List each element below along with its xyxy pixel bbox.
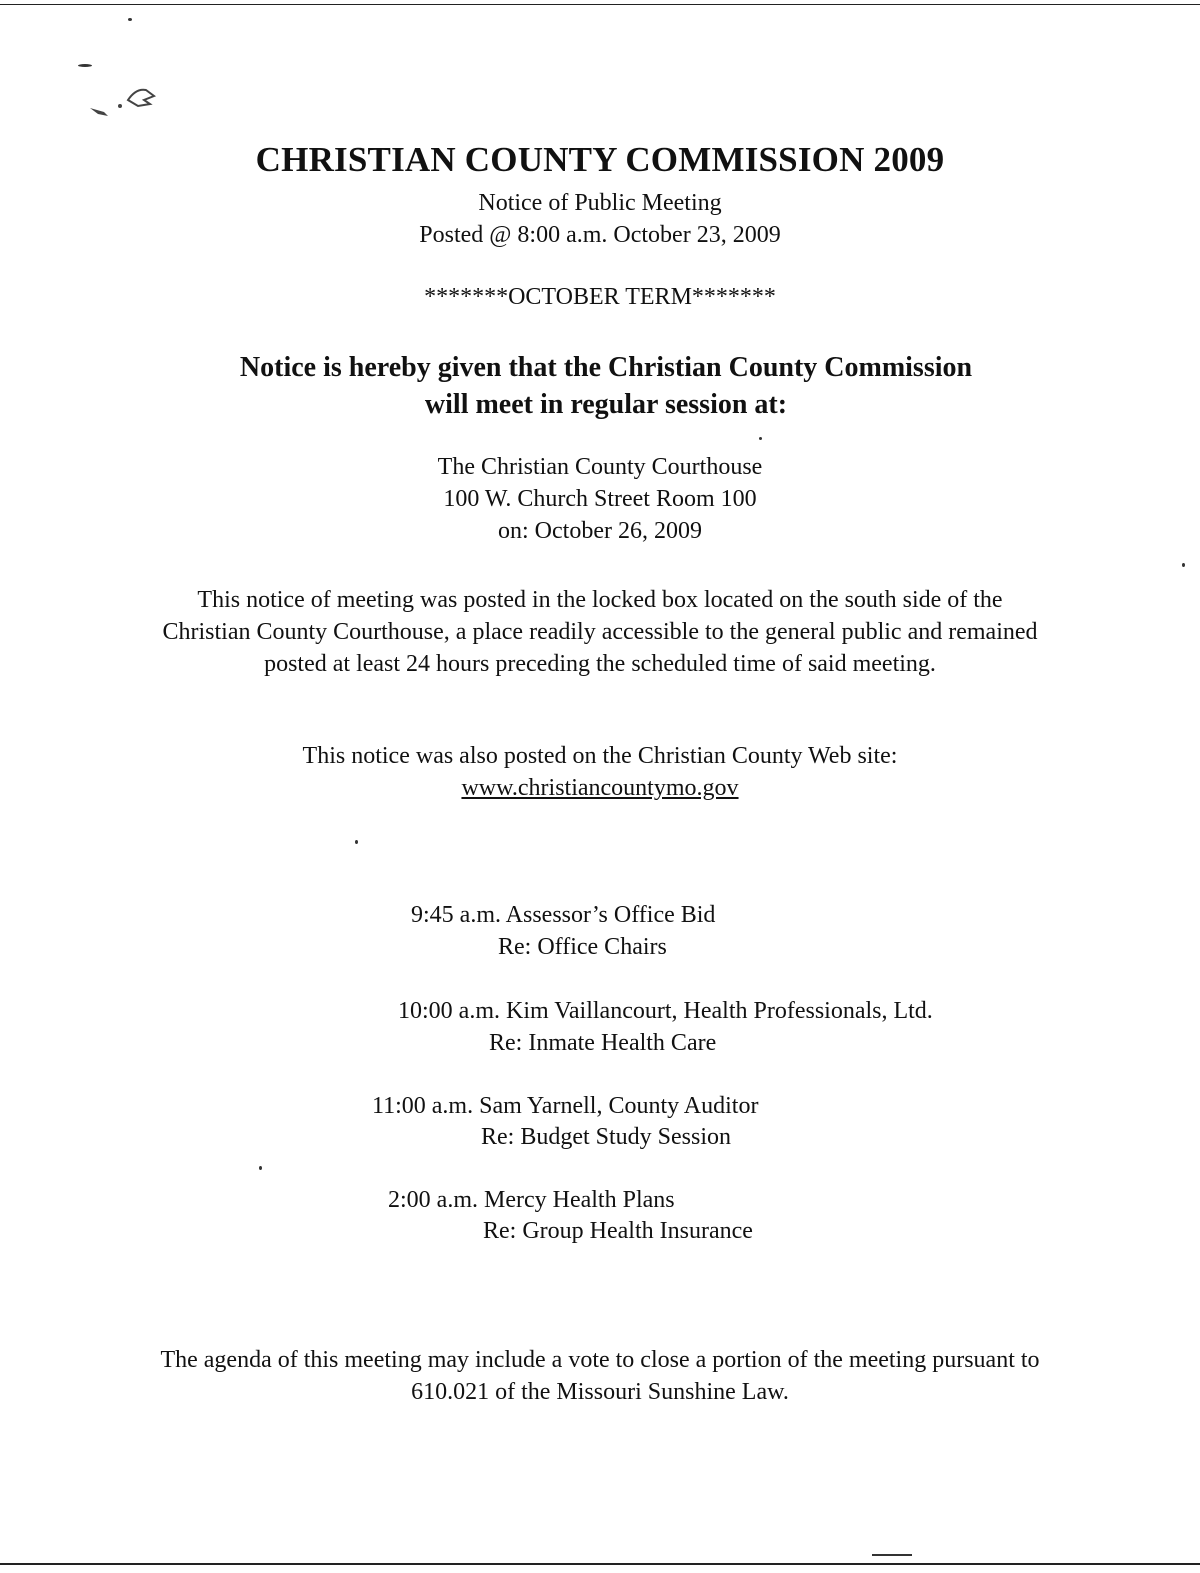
term-label: *******OCTOBER TERM*******	[424, 284, 776, 310]
agenda-item-re: Re: Inmate Health Care	[489, 1030, 717, 1056]
notice-heading-line1: Notice is hereby given that the Christian County Commission	[239, 352, 973, 383]
scan-smudge	[84, 78, 164, 120]
agenda-item-time: 11:00 a.m. Sam Yarnell, County Auditor	[372, 1093, 759, 1119]
location-place: The Christian County Courthouse	[437, 454, 763, 480]
scan-speck	[872, 1554, 912, 1556]
agenda-item-time: 10:00 a.m. Kim Vaillancourt, Health Professionals, Ltd.	[398, 998, 933, 1024]
page-subtitle: Notice of Public Meeting	[478, 190, 722, 216]
scan-speck	[759, 437, 762, 440]
meeting-date: on: October 26, 2009	[498, 518, 702, 544]
agenda-item-re: Re: Group Health Insurance	[483, 1218, 753, 1244]
page-title: CHRISTIAN COUNTY COMMISSION 2009	[255, 140, 945, 179]
scan-speck	[128, 18, 132, 21]
bottom-scan-border	[0, 1563, 1200, 1565]
agenda-item-time: 2:00 a.m. Mercy Health Plans	[388, 1187, 675, 1213]
location-address: 100 W. Church Street Room 100	[443, 486, 757, 512]
notice-heading-line2: will meet in regular session at:	[424, 389, 788, 420]
agenda-item-time: 9:45 a.m. Assessor’s Office Bid	[411, 902, 716, 928]
posting-paragraph: This notice of meeting was posted in the locked box located on the south side of the Christian County Courthouse, a place readily accessible to the general public and remained posted at least 24 hours preceding the scheduled time of said meeting.	[162, 587, 1038, 677]
posted-date: Posted @ 8:00 a.m. October 23, 2009	[419, 222, 781, 248]
scan-speck	[355, 840, 358, 844]
agenda-item-re: Re: Office Chairs	[498, 934, 667, 960]
closing-paragraph: The agenda of this meeting may include a vote to close a portion of the meeting pursuant to 610.021 of the Missouri Sunshine Law.	[160, 1347, 1040, 1405]
website-text: This notice was also posted on the Christian County Web site:	[302, 743, 898, 769]
agenda-item-re: Re: Budget Study Session	[481, 1124, 732, 1150]
scan-speck	[1182, 563, 1185, 567]
scan-speck	[78, 64, 92, 67]
top-scan-border	[0, 4, 1200, 5]
scan-speck	[259, 1166, 262, 1170]
website-link[interactable]: www.christiancountymo.gov	[461, 775, 739, 801]
